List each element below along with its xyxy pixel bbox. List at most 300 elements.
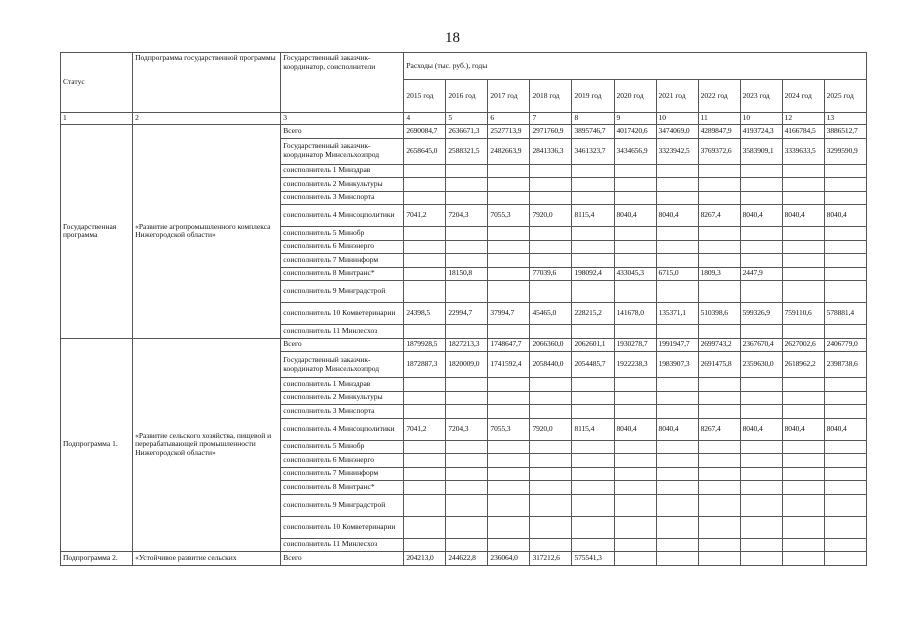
value-cell bbox=[446, 227, 488, 241]
row-label: Государственный заказчик-координатор Минсельхозпрод bbox=[281, 352, 404, 378]
value-cell bbox=[530, 454, 572, 468]
value-cell: 8115,4 bbox=[572, 205, 614, 227]
value-cell bbox=[782, 227, 824, 241]
header-year: 2025 год bbox=[824, 80, 866, 113]
value-cell: 8040,4 bbox=[740, 205, 782, 227]
value-cell bbox=[488, 325, 530, 339]
row-label: соисполнитель 10 Комветеринарии bbox=[281, 303, 404, 325]
value-cell: 510398,6 bbox=[698, 303, 740, 325]
value-cell bbox=[488, 538, 530, 552]
value-cell bbox=[614, 178, 656, 192]
value-cell bbox=[404, 325, 446, 339]
value-cell: 77039,6 bbox=[530, 267, 572, 281]
value-cell bbox=[446, 164, 488, 178]
value-cell bbox=[740, 378, 782, 392]
value-cell bbox=[614, 325, 656, 339]
value-cell bbox=[740, 552, 782, 566]
header-year: 2018 год bbox=[530, 80, 572, 113]
value-cell bbox=[572, 240, 614, 254]
value-cell bbox=[656, 378, 698, 392]
value-cell bbox=[740, 405, 782, 419]
value-cell: 8040,4 bbox=[656, 418, 698, 440]
value-cell bbox=[656, 481, 698, 495]
value-cell bbox=[404, 481, 446, 495]
value-cell bbox=[404, 454, 446, 468]
value-cell bbox=[404, 391, 446, 405]
row-label: соисполнитель 11 Минлесхоз bbox=[281, 538, 404, 552]
value-cell: 759110,6 bbox=[782, 303, 824, 325]
value-cell bbox=[572, 481, 614, 495]
value-cell bbox=[404, 240, 446, 254]
value-cell: 2658645,0 bbox=[404, 138, 446, 164]
value-cell: 8040,4 bbox=[782, 418, 824, 440]
value-cell bbox=[824, 467, 866, 481]
column-number: 6 bbox=[488, 113, 530, 125]
value-cell bbox=[740, 191, 782, 205]
value-cell: 7204,3 bbox=[446, 418, 488, 440]
value-cell bbox=[656, 552, 698, 566]
value-cell bbox=[698, 494, 740, 516]
value-cell bbox=[530, 391, 572, 405]
value-cell: 6715,0 bbox=[656, 267, 698, 281]
value-cell bbox=[824, 378, 866, 392]
column-number: 9 bbox=[614, 113, 656, 125]
value-cell bbox=[446, 538, 488, 552]
value-cell bbox=[656, 516, 698, 538]
row-label: соисполнитель 8 Минтранс* bbox=[281, 267, 404, 281]
value-cell bbox=[404, 164, 446, 178]
value-cell bbox=[740, 281, 782, 303]
value-cell bbox=[824, 552, 866, 566]
value-cell bbox=[824, 391, 866, 405]
column-number: 11 bbox=[698, 113, 740, 125]
value-cell: 2691475,8 bbox=[698, 352, 740, 378]
value-cell bbox=[782, 164, 824, 178]
value-cell bbox=[614, 391, 656, 405]
header-subprogram: Подпрограмма государственной программы bbox=[133, 53, 281, 113]
row-label: соисполнитель 5 Минобр bbox=[281, 440, 404, 454]
header-year: 2019 год bbox=[572, 80, 614, 113]
value-cell bbox=[572, 281, 614, 303]
value-cell bbox=[782, 267, 824, 281]
value-cell bbox=[824, 178, 866, 192]
value-cell bbox=[488, 254, 530, 268]
value-cell bbox=[446, 494, 488, 516]
value-cell bbox=[572, 467, 614, 481]
value-cell bbox=[782, 178, 824, 192]
value-cell bbox=[530, 481, 572, 495]
row-label: соисполнитель 10 Комветеринарии bbox=[281, 516, 404, 538]
section-status: Государственная программа bbox=[61, 125, 133, 339]
value-cell bbox=[824, 516, 866, 538]
value-cell: 204213,0 bbox=[404, 552, 446, 566]
value-cell bbox=[698, 191, 740, 205]
row-label: соисполнитель 3 Минспорта bbox=[281, 405, 404, 419]
value-cell: 45465,0 bbox=[530, 303, 572, 325]
value-cell bbox=[824, 454, 866, 468]
row-label: соисполнитель 4 Минсоцполитики bbox=[281, 418, 404, 440]
value-cell bbox=[698, 240, 740, 254]
value-cell bbox=[782, 240, 824, 254]
value-cell bbox=[782, 405, 824, 419]
value-cell bbox=[614, 552, 656, 566]
value-cell: 1922238,3 bbox=[614, 352, 656, 378]
value-cell: 8040,4 bbox=[656, 205, 698, 227]
value-cell: 1748647,7 bbox=[488, 338, 530, 352]
value-cell bbox=[824, 267, 866, 281]
value-cell bbox=[656, 240, 698, 254]
value-cell bbox=[446, 191, 488, 205]
row-label: соисполнитель 7 Мининформ bbox=[281, 467, 404, 481]
value-cell bbox=[488, 281, 530, 303]
column-number: 5 bbox=[446, 113, 488, 125]
value-cell bbox=[404, 516, 446, 538]
value-cell: 3769372,6 bbox=[698, 138, 740, 164]
value-cell bbox=[782, 325, 824, 339]
value-cell bbox=[488, 454, 530, 468]
value-cell: 2527713,9 bbox=[488, 125, 530, 139]
value-cell bbox=[614, 538, 656, 552]
value-cell: 599326,9 bbox=[740, 303, 782, 325]
value-cell bbox=[572, 538, 614, 552]
value-cell bbox=[824, 494, 866, 516]
value-cell: 8267,4 bbox=[698, 418, 740, 440]
value-cell bbox=[824, 227, 866, 241]
row-label: соисполнитель 8 Минтранс* bbox=[281, 481, 404, 495]
value-cell: 24398,5 bbox=[404, 303, 446, 325]
value-cell: 3299590,9 bbox=[824, 138, 866, 164]
value-cell: 7041,2 bbox=[404, 418, 446, 440]
value-cell bbox=[446, 254, 488, 268]
value-cell: 7041,2 bbox=[404, 205, 446, 227]
row-label: Всего bbox=[281, 338, 404, 352]
column-number: 10 bbox=[740, 113, 782, 125]
value-cell bbox=[614, 254, 656, 268]
value-cell bbox=[740, 516, 782, 538]
value-cell bbox=[614, 281, 656, 303]
value-cell bbox=[656, 454, 698, 468]
value-cell bbox=[530, 467, 572, 481]
header-year: 2022 год bbox=[698, 80, 740, 113]
row-label: соисполнитель 2 Минкультуры bbox=[281, 178, 404, 192]
value-cell bbox=[698, 454, 740, 468]
value-cell bbox=[572, 494, 614, 516]
value-cell: 2062601,1 bbox=[572, 338, 614, 352]
value-cell: 7055,3 bbox=[488, 205, 530, 227]
value-cell bbox=[488, 267, 530, 281]
value-cell bbox=[572, 516, 614, 538]
value-cell bbox=[782, 538, 824, 552]
value-cell bbox=[404, 227, 446, 241]
value-cell bbox=[404, 254, 446, 268]
value-cell bbox=[404, 440, 446, 454]
value-cell bbox=[782, 494, 824, 516]
value-cell bbox=[404, 267, 446, 281]
value-cell bbox=[572, 164, 614, 178]
value-cell bbox=[446, 281, 488, 303]
row-label: соисполнитель 1 Минздрав bbox=[281, 378, 404, 392]
value-cell bbox=[404, 178, 446, 192]
value-cell: 3461323,7 bbox=[572, 138, 614, 164]
value-cell bbox=[530, 325, 572, 339]
value-cell bbox=[572, 440, 614, 454]
value-cell bbox=[698, 325, 740, 339]
value-cell bbox=[488, 516, 530, 538]
row-label: соисполнитель 4 Минсоцполитики bbox=[281, 205, 404, 227]
value-cell bbox=[824, 325, 866, 339]
value-cell: 8040,4 bbox=[782, 205, 824, 227]
value-cell bbox=[824, 240, 866, 254]
value-cell bbox=[698, 538, 740, 552]
value-cell bbox=[824, 254, 866, 268]
header-year: 2015 год bbox=[404, 80, 446, 113]
value-cell bbox=[404, 538, 446, 552]
value-cell bbox=[656, 254, 698, 268]
value-cell: 2406779,0 bbox=[824, 338, 866, 352]
value-cell: 4017420,6 bbox=[614, 125, 656, 139]
value-cell bbox=[656, 178, 698, 192]
value-cell bbox=[404, 494, 446, 516]
section-name: «Развитие агропромышленного комплекса Нижегородской области» bbox=[133, 125, 281, 339]
value-cell: 8040,4 bbox=[824, 418, 866, 440]
value-cell bbox=[404, 405, 446, 419]
value-cell: 7920,0 bbox=[530, 205, 572, 227]
header-expenses: Расходы (тыс. руб.), годы bbox=[404, 53, 867, 80]
value-cell: 135371,1 bbox=[656, 303, 698, 325]
value-cell bbox=[656, 391, 698, 405]
header-year: 2024 год bbox=[782, 80, 824, 113]
value-cell bbox=[530, 440, 572, 454]
value-cell bbox=[530, 378, 572, 392]
row-label: соисполнитель 9 Минградстрой bbox=[281, 281, 404, 303]
value-cell: 2482663,9 bbox=[488, 138, 530, 164]
value-cell: 3323942,5 bbox=[656, 138, 698, 164]
row-label: соисполнитель 3 Минспорта bbox=[281, 191, 404, 205]
value-cell bbox=[782, 191, 824, 205]
header-year: 2016 год bbox=[446, 80, 488, 113]
value-cell bbox=[572, 325, 614, 339]
value-cell bbox=[782, 481, 824, 495]
header-year: 2021 год bbox=[656, 80, 698, 113]
value-cell: 236064,0 bbox=[488, 552, 530, 566]
value-cell: 3886512,7 bbox=[824, 125, 866, 139]
value-cell bbox=[698, 405, 740, 419]
value-cell: 1930278,7 bbox=[614, 338, 656, 352]
value-cell bbox=[446, 240, 488, 254]
column-number: 3 bbox=[281, 113, 404, 125]
table-row bbox=[61, 552, 867, 566]
value-cell bbox=[530, 281, 572, 303]
value-cell: 3895746,7 bbox=[572, 125, 614, 139]
row-label: соисполнитель 11 Минлесхоз bbox=[281, 325, 404, 339]
value-cell bbox=[446, 405, 488, 419]
value-cell: 3583909,1 bbox=[740, 138, 782, 164]
value-cell bbox=[740, 391, 782, 405]
value-cell: 198092,4 bbox=[572, 267, 614, 281]
value-cell bbox=[530, 240, 572, 254]
value-cell: 18150,8 bbox=[446, 267, 488, 281]
value-cell bbox=[488, 494, 530, 516]
row-label: соисполнитель 5 Минобр bbox=[281, 227, 404, 241]
value-cell bbox=[698, 281, 740, 303]
value-cell: 2058440,0 bbox=[530, 352, 572, 378]
value-cell bbox=[698, 516, 740, 538]
value-cell bbox=[614, 454, 656, 468]
value-cell bbox=[740, 440, 782, 454]
value-cell bbox=[782, 516, 824, 538]
value-cell bbox=[656, 538, 698, 552]
value-cell bbox=[740, 178, 782, 192]
value-cell: 8267,4 bbox=[698, 205, 740, 227]
value-cell: 2699743,2 bbox=[698, 338, 740, 352]
value-cell bbox=[572, 391, 614, 405]
value-cell bbox=[530, 178, 572, 192]
value-cell bbox=[782, 281, 824, 303]
value-cell bbox=[488, 481, 530, 495]
value-cell bbox=[782, 454, 824, 468]
value-cell bbox=[614, 467, 656, 481]
value-cell: 8040,4 bbox=[740, 418, 782, 440]
value-cell: 2627002,6 bbox=[782, 338, 824, 352]
value-cell bbox=[698, 164, 740, 178]
value-cell: 7055,3 bbox=[488, 418, 530, 440]
value-cell bbox=[782, 254, 824, 268]
value-cell bbox=[698, 178, 740, 192]
value-cell: 2841336,3 bbox=[530, 138, 572, 164]
section-status: Подпрограмма 2. bbox=[61, 552, 133, 566]
value-cell bbox=[740, 454, 782, 468]
row-label: соисполнитель 9 Минградстрой bbox=[281, 494, 404, 516]
value-cell bbox=[614, 240, 656, 254]
value-cell bbox=[530, 164, 572, 178]
value-cell: 1827213,3 bbox=[446, 338, 488, 352]
value-cell bbox=[614, 227, 656, 241]
value-cell bbox=[824, 481, 866, 495]
value-cell: 8040,4 bbox=[824, 205, 866, 227]
value-cell bbox=[740, 325, 782, 339]
value-cell: 4289847,9 bbox=[698, 125, 740, 139]
table-row bbox=[61, 125, 867, 139]
value-cell: 4193724,3 bbox=[740, 125, 782, 139]
value-cell: 1809,3 bbox=[698, 267, 740, 281]
row-label: Государственный заказчик-координатор Минсельхозпрод bbox=[281, 138, 404, 164]
value-cell: 141678,0 bbox=[614, 303, 656, 325]
value-cell bbox=[530, 405, 572, 419]
value-cell bbox=[698, 552, 740, 566]
value-cell bbox=[614, 440, 656, 454]
value-cell bbox=[530, 494, 572, 516]
value-cell bbox=[446, 440, 488, 454]
value-cell bbox=[614, 191, 656, 205]
section-status: Подпрограмма 1. bbox=[61, 338, 133, 552]
header-year: 2020 год bbox=[614, 80, 656, 113]
value-cell bbox=[656, 281, 698, 303]
value-cell bbox=[530, 516, 572, 538]
value-cell bbox=[782, 552, 824, 566]
column-number: 13 bbox=[824, 113, 866, 125]
value-cell bbox=[824, 405, 866, 419]
column-number: 12 bbox=[782, 113, 824, 125]
value-cell bbox=[488, 391, 530, 405]
value-cell bbox=[614, 378, 656, 392]
value-cell bbox=[614, 164, 656, 178]
value-cell bbox=[656, 494, 698, 516]
value-cell: 1983907,3 bbox=[656, 352, 698, 378]
row-label: Всего bbox=[281, 552, 404, 566]
column-number: 1 bbox=[61, 113, 133, 125]
value-cell bbox=[488, 178, 530, 192]
value-cell bbox=[614, 481, 656, 495]
value-cell: 4166784,5 bbox=[782, 125, 824, 139]
value-cell bbox=[488, 227, 530, 241]
value-cell: 2447,9 bbox=[740, 267, 782, 281]
value-cell bbox=[572, 191, 614, 205]
value-cell bbox=[656, 405, 698, 419]
value-cell bbox=[698, 481, 740, 495]
value-cell: 7920,0 bbox=[530, 418, 572, 440]
section-name: «Развитие сельского хозяйства, пищевой и перерабатывающей промышленности Нижегородской области» bbox=[133, 338, 281, 552]
value-cell bbox=[656, 325, 698, 339]
value-cell bbox=[782, 391, 824, 405]
value-cell bbox=[446, 481, 488, 495]
value-cell: 244622,8 bbox=[446, 552, 488, 566]
value-cell: 2971760,9 bbox=[530, 125, 572, 139]
value-cell bbox=[404, 191, 446, 205]
value-cell bbox=[824, 191, 866, 205]
row-label: соисполнитель 7 Мининформ bbox=[281, 254, 404, 268]
value-cell bbox=[488, 467, 530, 481]
value-cell bbox=[488, 164, 530, 178]
value-cell: 2359630,0 bbox=[740, 352, 782, 378]
column-number: 10 bbox=[656, 113, 698, 125]
value-cell: 1872887,3 bbox=[404, 352, 446, 378]
value-cell bbox=[656, 164, 698, 178]
value-cell: 2054485,7 bbox=[572, 352, 614, 378]
column-number: 7 bbox=[530, 113, 572, 125]
value-cell bbox=[614, 516, 656, 538]
value-cell bbox=[824, 440, 866, 454]
value-cell: 578881,4 bbox=[824, 303, 866, 325]
value-cell: 1991947,7 bbox=[656, 338, 698, 352]
value-cell bbox=[530, 227, 572, 241]
value-cell: 3474069,0 bbox=[656, 125, 698, 139]
value-cell bbox=[740, 467, 782, 481]
column-number: 2 bbox=[133, 113, 281, 125]
value-cell bbox=[782, 440, 824, 454]
value-cell bbox=[740, 227, 782, 241]
value-cell bbox=[698, 440, 740, 454]
header-year: 2017 год bbox=[488, 80, 530, 113]
value-cell: 2618962,2 bbox=[782, 352, 824, 378]
value-cell: 8040,4 bbox=[614, 418, 656, 440]
budget-table bbox=[60, 52, 867, 566]
value-cell: 1879928,5 bbox=[404, 338, 446, 352]
value-cell: 1741592,4 bbox=[488, 352, 530, 378]
value-cell bbox=[698, 378, 740, 392]
value-cell bbox=[740, 538, 782, 552]
value-cell bbox=[740, 164, 782, 178]
value-cell bbox=[446, 516, 488, 538]
value-cell bbox=[572, 227, 614, 241]
value-cell bbox=[572, 378, 614, 392]
value-cell bbox=[488, 378, 530, 392]
value-cell: 2636671,3 bbox=[446, 125, 488, 139]
value-cell bbox=[488, 440, 530, 454]
value-cell bbox=[740, 240, 782, 254]
value-cell bbox=[572, 254, 614, 268]
value-cell bbox=[614, 494, 656, 516]
value-cell bbox=[740, 254, 782, 268]
